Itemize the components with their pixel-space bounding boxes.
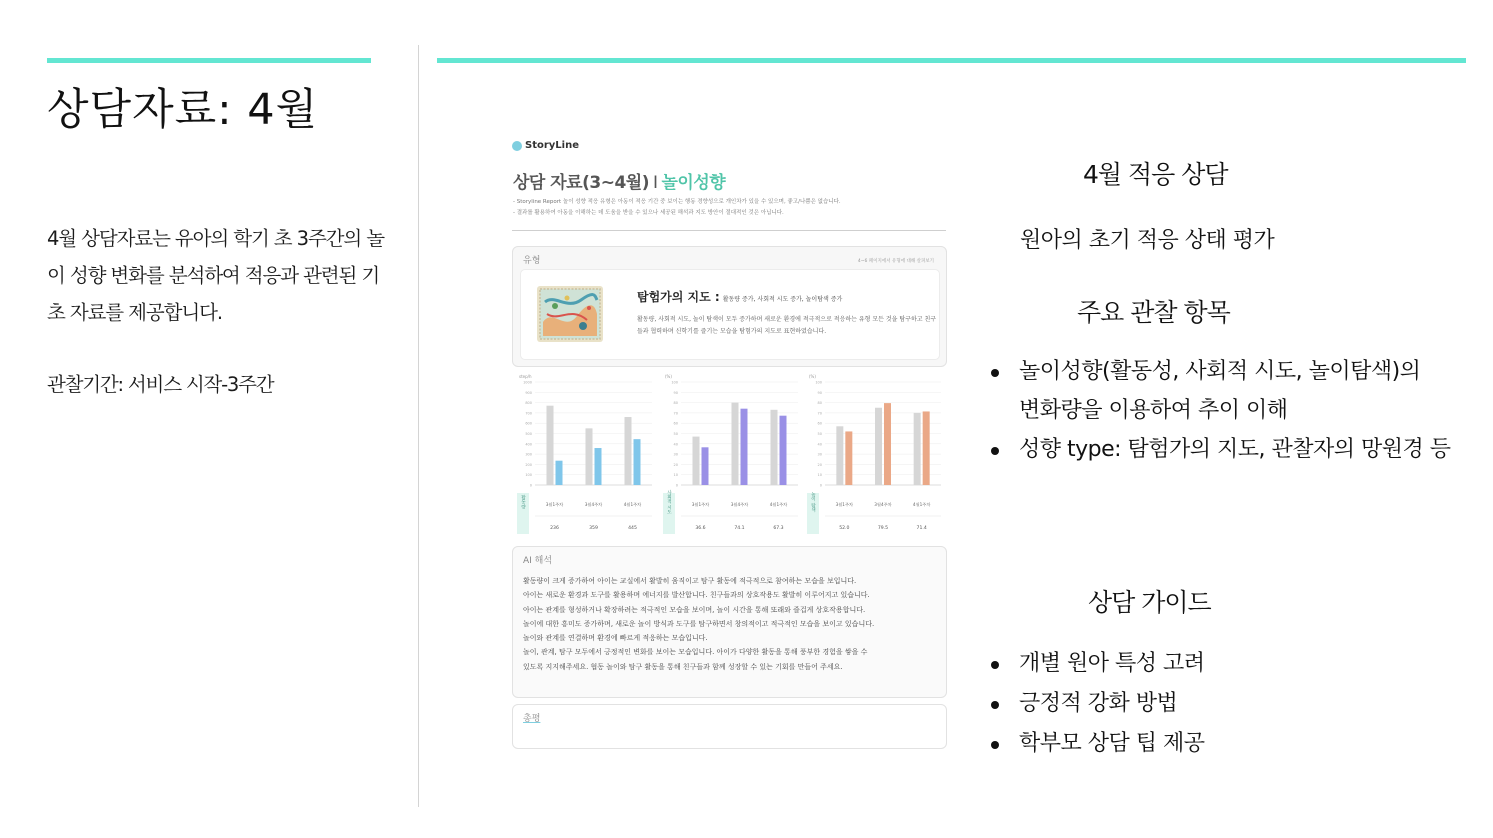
bar xyxy=(845,431,852,485)
bar-chart-svg xyxy=(517,372,655,535)
bar xyxy=(884,403,891,485)
data-label: 67.3 xyxy=(773,526,784,531)
adaptation-subtitle: 원아의 초기 적응 상태 평가 xyxy=(1020,228,1275,253)
ai-line: 놀이에 대한 흥미도 증가하며, 새로운 놀이 방식과 도구를 탐구하면서 창의적이고 적극적인 모습을 보이고 있습니다. xyxy=(523,619,875,628)
y-tick-label: 0 xyxy=(529,483,532,488)
guide-item: 개별 원아 특성 고려 xyxy=(988,644,1205,684)
observation-heading: 주요 관찰 항목 xyxy=(1077,298,1230,327)
bar xyxy=(595,448,602,485)
ai-line: 활동량이 크게 증가하여 아이는 교실에서 활발히 움직이고 탐구 활동에 적극적으로 참여하는 모습을 보입니다. xyxy=(523,577,857,585)
y-tick-label: 1000 xyxy=(523,380,532,385)
y-tick-label: 40 xyxy=(673,442,678,447)
y-tick-label: 10 xyxy=(817,473,822,478)
type-name xyxy=(637,288,842,305)
y-tick-label: 0 xyxy=(819,483,822,488)
report-note: - Storyline Report 놀이 성향 적응 유형은 아동이 적응 기간 중 보이는 행동 경향성으로 개인차가 있을 수 있으며, 좋고/나쁨은 없습니다. xyxy=(513,199,841,205)
play-exploration-chart xyxy=(807,372,944,535)
bar xyxy=(923,411,930,485)
observation-item-text: 놀이성향(활동성, 사회적 시도, 놀이탐색)의 xyxy=(1019,359,1421,384)
slide-title: 상담자료: 4월 xyxy=(47,85,319,135)
x-tick-label: 4월1주차 xyxy=(912,502,931,507)
bar xyxy=(836,426,843,485)
x-tick-label: 3월4주차 xyxy=(874,502,892,507)
map-stamp-icon xyxy=(537,286,603,342)
x-tick-label: 4월1주차 xyxy=(769,502,788,507)
bar xyxy=(875,408,882,485)
data-label: 71.4 xyxy=(916,526,927,531)
vertical-divider xyxy=(418,45,419,807)
left-accent-bar xyxy=(47,58,371,63)
type-card-label: 유형 xyxy=(523,256,541,266)
ai-line: 있도록 지지해주세요. 협동 놀이와 탐구 활동을 통해 친구들과 함께 성장할 수 있는 기회를 만들어 주세요. xyxy=(523,662,843,671)
social-attempt-chart xyxy=(663,372,801,535)
ai-interpretation-card xyxy=(512,546,947,698)
bar xyxy=(702,447,709,485)
ai-card-label: AI 해석 xyxy=(523,556,553,566)
bar xyxy=(780,416,787,485)
ai-line: 아이는 새로운 환경과 도구를 활용하며 에너지를 발산합니다. 친구들과의 상호작용도 활발히 이루어지고 있습니다. xyxy=(523,591,870,600)
y-tick-label: 60 xyxy=(673,421,678,426)
observation-item: 성향 type: 탐험가의 지도, 관찰자의 망원경 등 xyxy=(988,430,1451,470)
data-label: 445 xyxy=(628,526,637,531)
report-brand xyxy=(512,140,579,151)
type-tags: 활동량 증가, 사회적 시도 증가, 놀이탐색 증가 xyxy=(722,296,843,303)
y-tick-label: 10 xyxy=(673,473,678,478)
bar xyxy=(771,410,778,485)
type-name-text: 탐험가의 지도 : xyxy=(637,290,720,304)
report-brand-label: StoryLine xyxy=(525,140,580,151)
type-detail-link[interactable]: 4~6 페이지에서 유형에 대해 살펴보기 xyxy=(857,259,934,264)
ai-line: 놀이와 관계를 연결하며 환경에 빠르게 적응하는 모습입니다. xyxy=(523,634,708,643)
x-tick-label: 3월4주차 xyxy=(584,502,603,507)
y-tick-label: 100 xyxy=(815,380,822,385)
y-tick-label: 200 xyxy=(525,462,532,467)
data-label: 36.6 xyxy=(695,526,706,531)
y-tick-label: 50 xyxy=(673,432,678,436)
y-tick-label: 30 xyxy=(673,452,678,457)
report-title-highlight: 놀이성향 xyxy=(661,173,726,193)
y-tick-label: 90 xyxy=(673,390,678,395)
x-tick-label: 3월1주차 xyxy=(691,502,710,507)
type-card xyxy=(512,246,947,367)
y-tick-label: 20 xyxy=(817,462,822,467)
bar xyxy=(914,413,921,485)
data-label: 236 xyxy=(550,526,559,531)
bar xyxy=(625,417,632,485)
y-axis-unit: step/h xyxy=(519,374,532,379)
y-tick-label: 700 xyxy=(525,411,532,416)
observation-item xyxy=(988,352,1451,430)
bar-chart-svg xyxy=(807,372,944,535)
y-tick-label: 70 xyxy=(673,411,678,416)
y-axis-unit: (%) xyxy=(665,374,672,379)
report-title xyxy=(513,168,725,193)
y-tick-label: 80 xyxy=(817,401,822,406)
y-tick-label: 80 xyxy=(673,401,678,406)
y-tick-label: 30 xyxy=(817,452,822,457)
bar xyxy=(586,428,593,485)
slide-description: 4월 상담자료는 유아의 학기 초 3주간의 놀이 성향 변화를 분석하여 적응과 관련된 기초 자료를 제공합니다. xyxy=(47,227,384,324)
y-axis-unit: (%) xyxy=(809,374,816,379)
y-tick-label: 100 xyxy=(525,473,532,478)
summary-card xyxy=(512,704,947,749)
summary-card-label: 총평 xyxy=(523,714,541,724)
y-tick-label: 600 xyxy=(525,421,532,426)
row-label: 놀이 탐색 xyxy=(810,492,816,512)
report-note: - 결과를 활용하여 아동을 이해하는 데 도움을 받을 수 있으나 세공된 해석과 지도 방안이 절대적인 것은 아닙니다. xyxy=(513,210,784,216)
type-description: 활동량, 사회적 시도, 놀이 탐색이 모두 증가하며 새로운 환경에 적극적으로 적응하는 유형 모든 것을 탐구하고 친구들과 협력하며 신학기를 즐기는 모습을 탐험가의 지도로 표현하였습니다. xyxy=(637,316,937,335)
row-label: 사회적 시도 xyxy=(666,489,672,515)
x-tick-label: 3월1주차 xyxy=(835,502,854,507)
bar xyxy=(741,409,748,485)
x-tick-label: 3월1주차 xyxy=(545,502,564,507)
activity-chart xyxy=(517,372,655,535)
y-tick-label: 90 xyxy=(817,390,822,395)
ai-line: 아이는 관계를 형성하거나 확장하려는 적극적인 모습을 보이며, 놀이 시간을 통해 또래와 즐겁게 상호작용합니다. xyxy=(523,605,866,614)
y-tick-label: 900 xyxy=(525,390,532,395)
right-accent-bar xyxy=(437,58,1466,63)
bar-chart-svg xyxy=(663,372,801,535)
report-preview xyxy=(512,137,948,752)
bar xyxy=(547,406,554,485)
bar xyxy=(693,437,700,485)
bar xyxy=(732,403,739,485)
data-label: 359 xyxy=(589,526,598,531)
y-tick-label: 100 xyxy=(671,380,678,385)
y-tick-label: 20 xyxy=(673,462,678,467)
y-tick-label: 300 xyxy=(525,452,532,457)
guide-item: 긍정적 강화 방법 xyxy=(988,684,1205,724)
report-title-separator: I xyxy=(652,173,658,193)
observation-list xyxy=(988,352,1451,470)
row-label: 활동량 xyxy=(520,495,526,509)
bar xyxy=(556,461,563,485)
guide-heading: 상담 가이드 xyxy=(1088,588,1211,617)
report-title-main: 상담 자료(3~4월) xyxy=(513,173,649,193)
y-tick-label: 0 xyxy=(675,483,678,488)
data-label: 79.5 xyxy=(877,526,889,531)
y-tick-label: 400 xyxy=(525,442,532,447)
report-divider xyxy=(512,230,946,231)
x-tick-label: 4월1주차 xyxy=(623,502,642,507)
guide-list xyxy=(988,644,1205,764)
y-tick-label: 60 xyxy=(817,421,822,426)
storyline-logo-icon xyxy=(512,141,522,151)
bar xyxy=(634,439,641,485)
ai-interpretation-text xyxy=(523,574,941,674)
ai-line: 놀이, 관계, 탐구 모두에서 긍정적인 변화를 보이는 모습입니다. 아이가 다양한 활동을 통해 풍부한 경험을 쌓을 수 xyxy=(523,648,868,657)
y-tick-label: 500 xyxy=(525,432,532,436)
observation-item-text: 변화량을 이용하여 추이 이해 xyxy=(1019,398,1288,423)
y-tick-label: 70 xyxy=(817,411,822,416)
type-result xyxy=(520,269,940,360)
data-label: 52.0 xyxy=(839,526,850,531)
guide-item: 학부모 상담 팁 제공 xyxy=(988,724,1205,764)
y-tick-label: 50 xyxy=(817,432,822,436)
y-tick-label: 800 xyxy=(525,401,532,406)
x-tick-label: 3월4주차 xyxy=(730,502,749,507)
observation-period: 관찰기간: 서비스 시작-3주간 xyxy=(47,373,274,396)
adaptation-heading: 4월 적응 상담 xyxy=(1083,160,1228,189)
data-label: 74.1 xyxy=(734,526,745,531)
y-tick-label: 40 xyxy=(817,442,822,447)
